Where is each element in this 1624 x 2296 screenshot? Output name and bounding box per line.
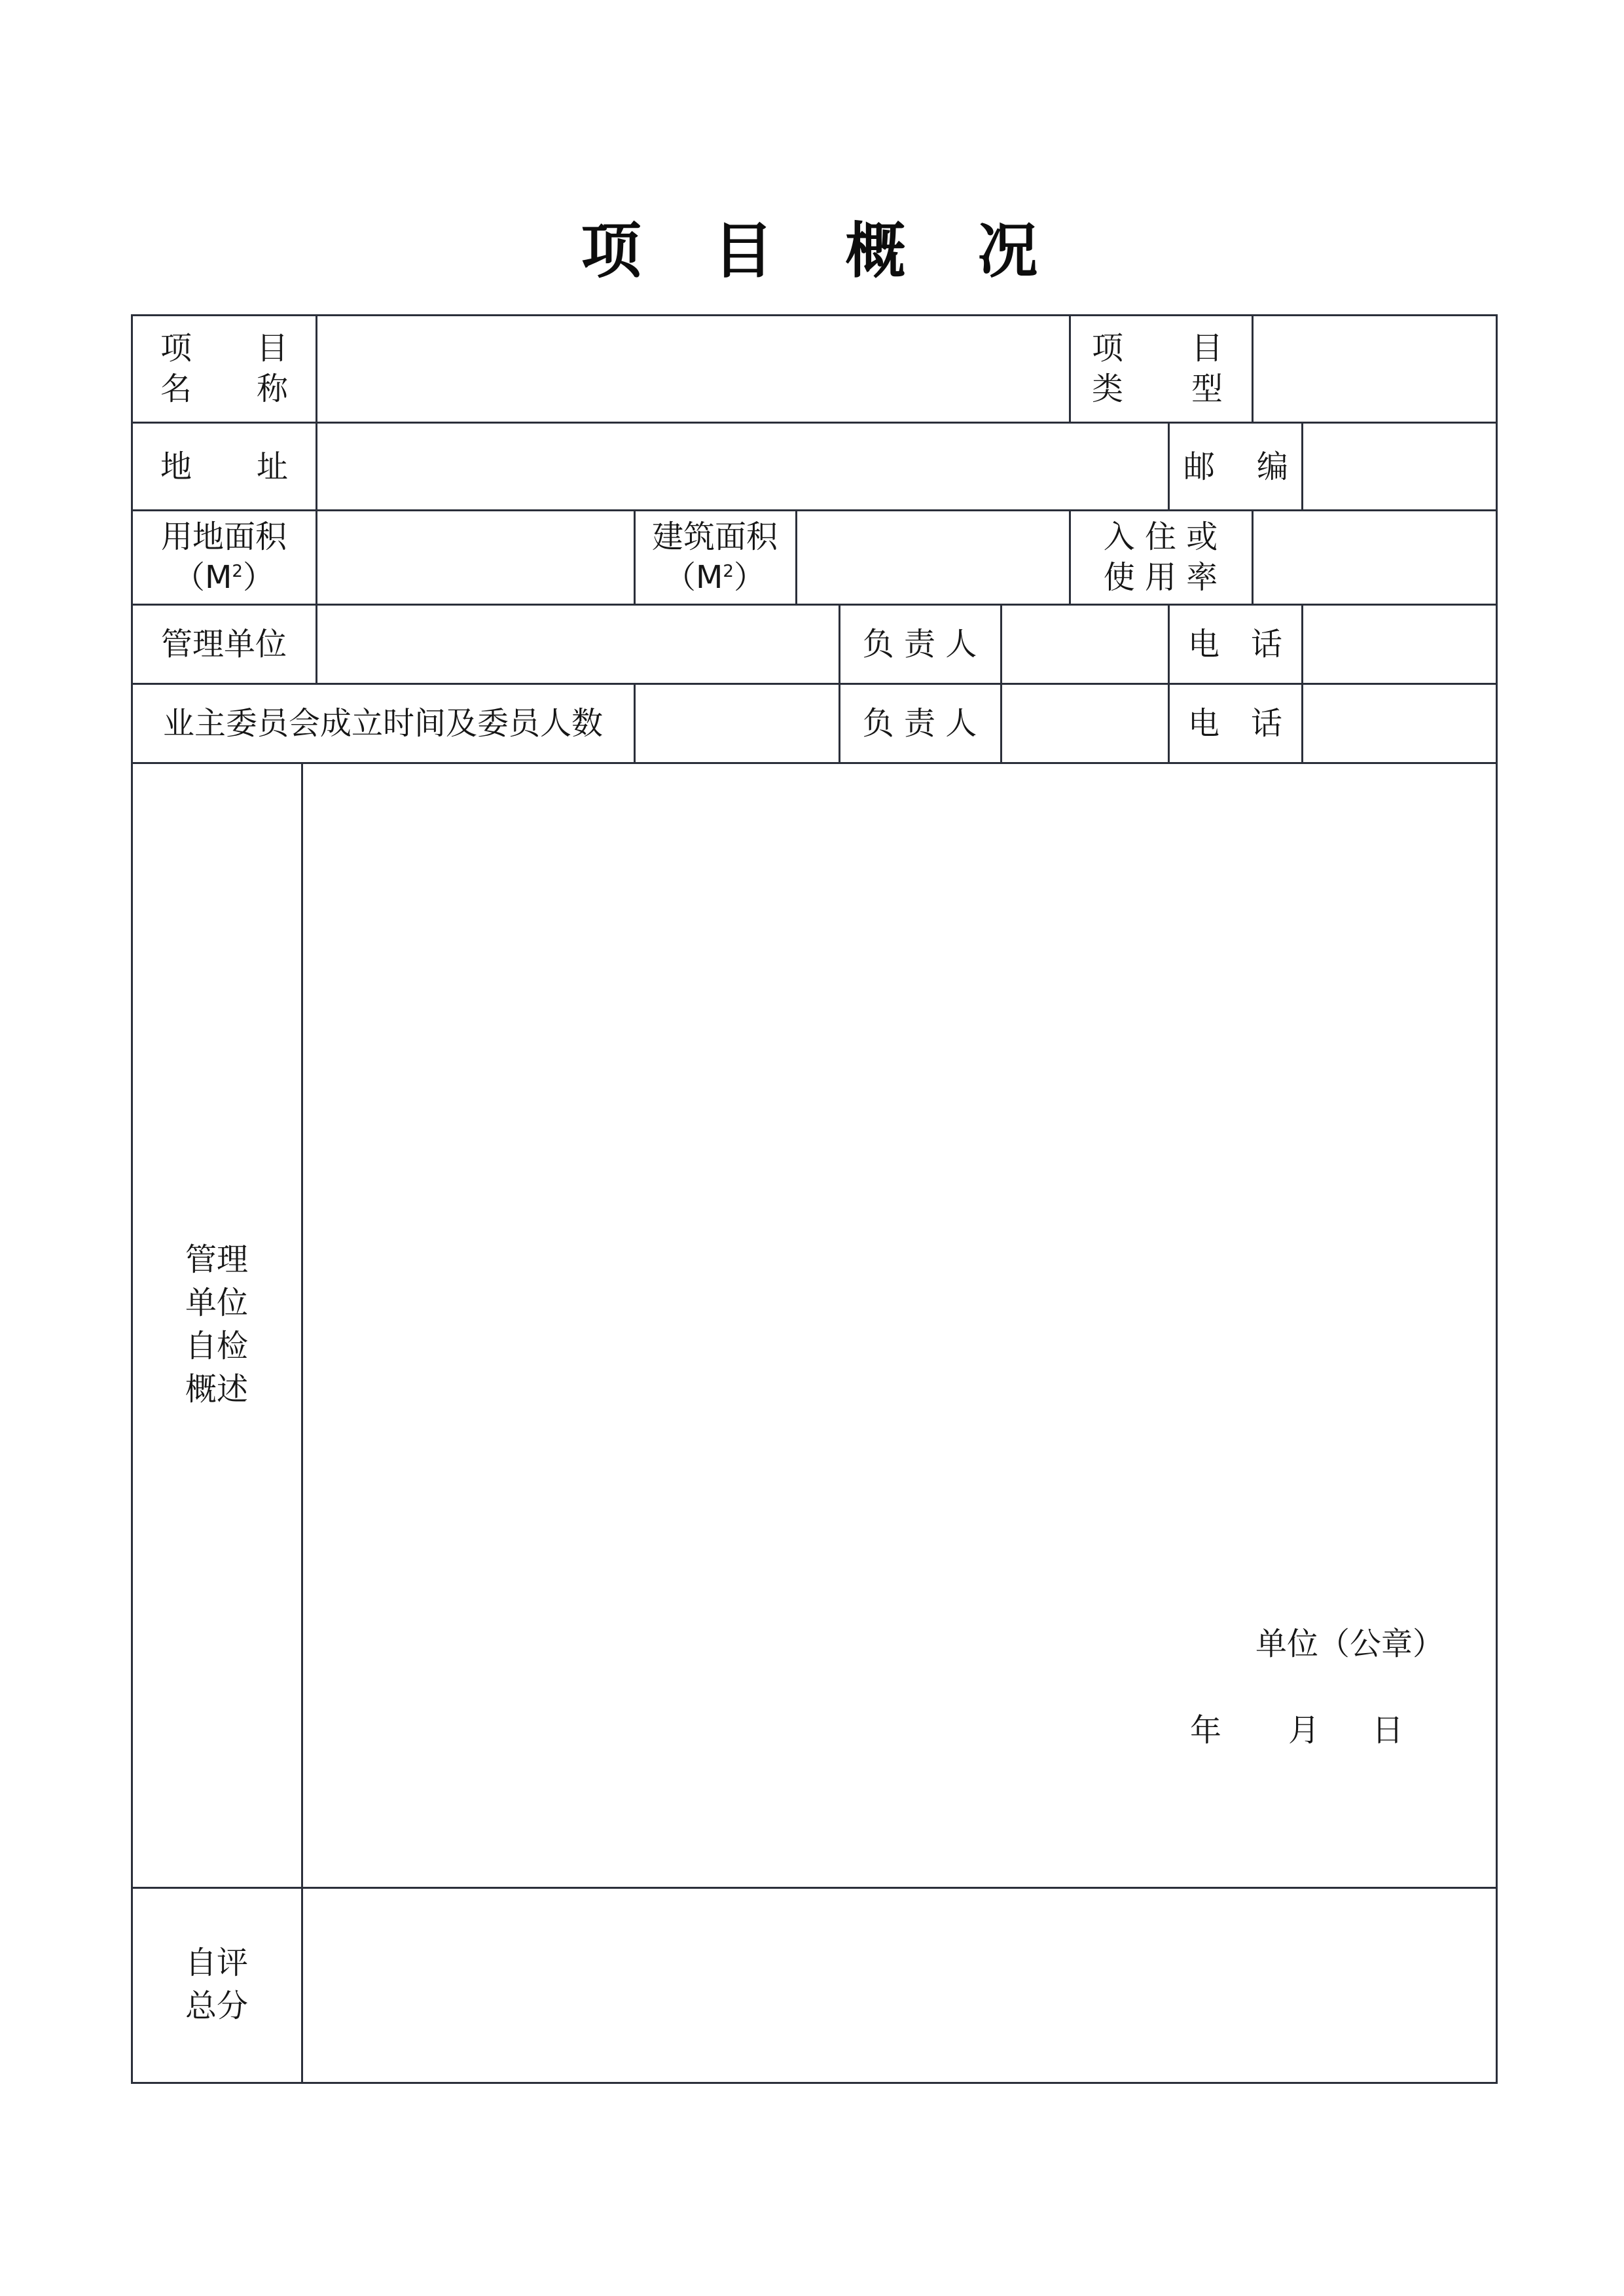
person-in-charge-label-2: 负 责 人	[862, 705, 977, 742]
r4-divider-e	[1301, 604, 1303, 683]
table-border-left	[131, 314, 133, 2084]
r4-divider-c	[1000, 604, 1002, 683]
score-label	[135, 1891, 298, 2078]
phone-field-1[interactable]	[1307, 608, 1492, 681]
project-type-label-char-4: 型	[1191, 370, 1223, 407]
r4-divider-d	[1168, 604, 1170, 683]
phone-label-1: 电 话	[1187, 626, 1282, 663]
r4-divider-b	[839, 604, 840, 683]
person-in-charge-field-2[interactable]	[1005, 687, 1164, 760]
phone-label-2: 电 话	[1187, 705, 1282, 742]
occupancy-field[interactable]	[1257, 513, 1492, 601]
project-name-label-char-2: 目	[256, 329, 288, 367]
postcode-field[interactable]	[1307, 426, 1492, 505]
project-name-label	[160, 327, 288, 409]
row-divider-6	[131, 1887, 1498, 1889]
building-area-unit	[664, 557, 765, 598]
address-field[interactable]	[321, 426, 1164, 505]
land-area-label	[135, 513, 313, 601]
seal-label: 单位（公章）	[1255, 1626, 1445, 1662]
project-name-field[interactable]	[321, 318, 1066, 418]
table-border-right	[1496, 314, 1498, 2084]
building-area-field[interactable]	[800, 513, 1065, 601]
project-type-label-char-3: 类	[1092, 370, 1124, 407]
r5-divider-d	[1168, 683, 1170, 763]
date-day: 日	[1372, 1712, 1404, 1749]
building-area-label	[638, 513, 792, 601]
r4-divider-a	[316, 604, 317, 683]
self-check-label	[135, 766, 298, 1883]
r5-divider-a	[634, 683, 636, 763]
r2-divider-c	[1301, 422, 1303, 510]
r5-divider-e	[1301, 683, 1303, 763]
project-name-label-char-1: 项	[160, 329, 192, 367]
land-area-unit-open: （M	[173, 559, 232, 596]
r2-divider-b	[1168, 422, 1170, 510]
building-area-label-text: 建筑面积	[651, 519, 778, 555]
row-divider-2	[131, 509, 1498, 511]
postcode-label	[1183, 426, 1288, 507]
project-type-label	[1092, 327, 1223, 409]
address-label-char-2: 址	[256, 448, 288, 485]
building-area-unit-open: （M	[664, 559, 723, 596]
project-type-label-char-2: 目	[1191, 329, 1223, 367]
r6-divider-a	[301, 762, 303, 2083]
row-divider-1	[131, 422, 1498, 424]
project-type-field[interactable]	[1257, 318, 1492, 418]
land-area-unit-sup: 2	[232, 562, 243, 581]
person-in-charge-field-1[interactable]	[1005, 608, 1164, 681]
r1-divider-a	[316, 314, 317, 422]
land-area-unit-close: ）	[242, 559, 274, 596]
r2-divider-a	[316, 422, 317, 510]
score-label-line-1: 自评	[185, 1944, 248, 1981]
postcode-label-char-2: 编	[1256, 448, 1288, 485]
r3-divider-a	[316, 509, 317, 604]
land-area-unit	[173, 557, 274, 598]
building-area-unit-sup: 2	[723, 562, 734, 581]
score-label-line-2: 总分	[185, 1988, 248, 2024]
r5-divider-c	[1000, 683, 1002, 763]
r3-divider-d	[1069, 509, 1071, 604]
self-check-field[interactable]	[306, 766, 1492, 1578]
self-check-label-line-1: 管理	[185, 1241, 248, 1278]
address-label	[160, 426, 288, 507]
r1-divider-b	[1069, 314, 1071, 422]
row-divider-4	[131, 683, 1498, 685]
row-divider-5	[131, 762, 1498, 764]
r3-divider-b	[634, 509, 636, 604]
occupancy-label-line-1: 入 住 或	[1103, 519, 1218, 555]
r5-divider-b	[839, 683, 840, 763]
owners-committee-label: 业主委员会成立时间及委员人数	[162, 705, 603, 742]
score-field[interactable]	[306, 1891, 1492, 2078]
self-check-label-line-2: 单位	[185, 1285, 248, 1321]
project-name-label-char-3: 名	[160, 370, 192, 407]
management-unit-field[interactable]	[321, 608, 835, 681]
self-check-label-line-3: 自检	[185, 1328, 248, 1364]
address-label-char-1: 地	[160, 448, 192, 485]
r3-divider-c	[795, 509, 797, 604]
land-area-label-text: 用地面积	[160, 519, 287, 555]
page-title: 项 目 概 况	[581, 215, 1043, 286]
r3-divider-e	[1252, 509, 1254, 604]
table-border-top	[131, 314, 1498, 316]
table-border-bottom	[131, 2082, 1498, 2084]
date-month: 月	[1288, 1712, 1320, 1749]
land-area-field[interactable]	[321, 513, 630, 601]
phone-field-2[interactable]	[1307, 687, 1492, 760]
person-in-charge-label-1: 负 责 人	[862, 626, 977, 663]
occupancy-label	[1073, 513, 1248, 601]
self-check-label-line-4: 概述	[185, 1371, 248, 1408]
row-divider-3	[131, 604, 1498, 606]
project-type-label-char-1: 项	[1092, 329, 1124, 367]
building-area-unit-close: ）	[733, 559, 765, 596]
date-year: 年	[1190, 1712, 1222, 1749]
occupancy-label-line-2: 使 用 率	[1103, 559, 1218, 596]
r1-divider-c	[1252, 314, 1254, 422]
owners-committee-field[interactable]	[639, 687, 835, 760]
project-name-label-char-4: 称	[256, 370, 288, 407]
postcode-label-char-1: 邮	[1183, 448, 1216, 485]
management-unit-label: 管理单位	[160, 626, 287, 663]
